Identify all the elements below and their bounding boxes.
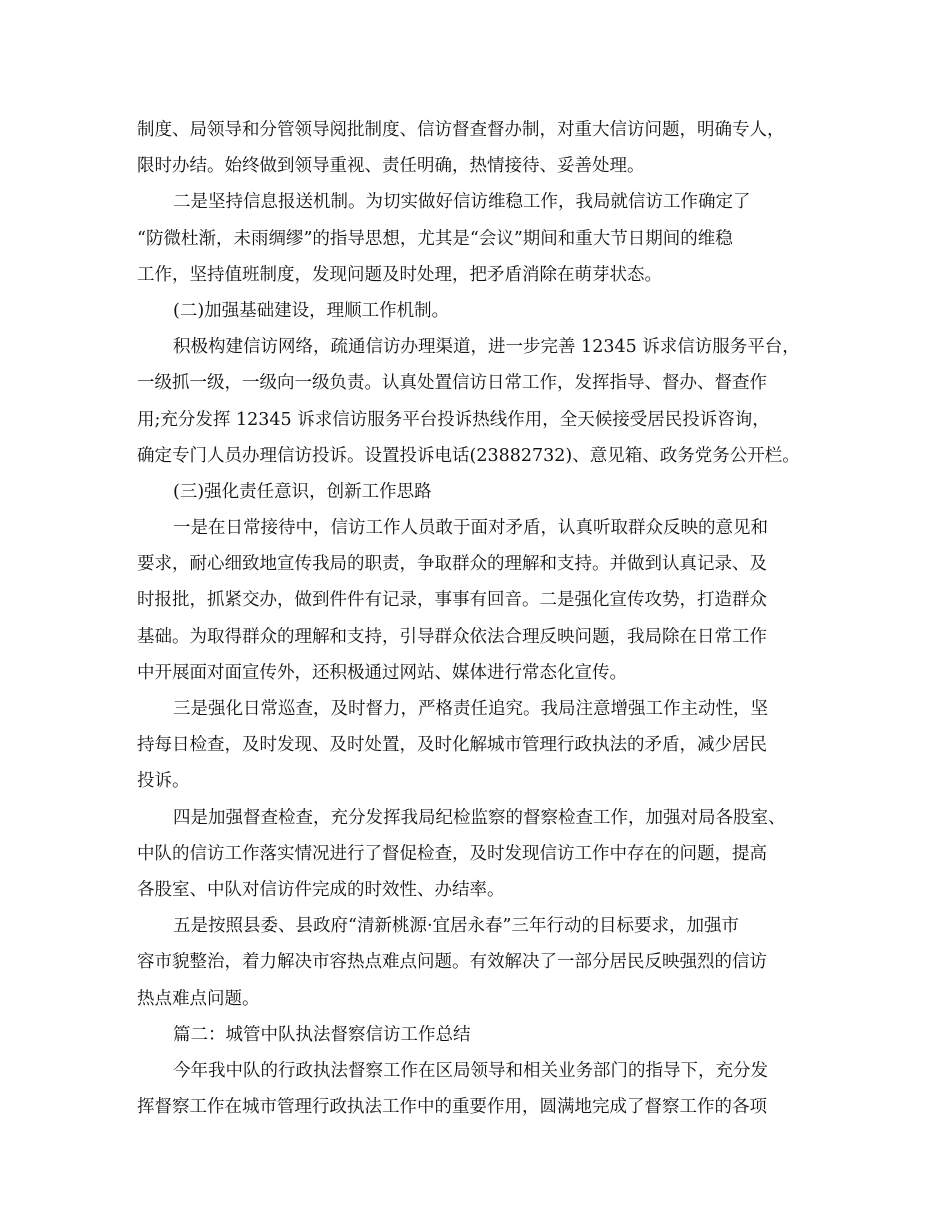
text-line: 容市貌整治，着力解决市容热点难点问题。有效解决了一部分居民反映强烈的信访 (137, 952, 767, 973)
text-line: 中开展面对面宣传外，还积极通过网站、媒体进行常态化宣传。 (137, 662, 627, 683)
paragraph-start: 四是加强督查检查，充分发挥我局纪检监察的督察检查工作，加强对局各股室、 (173, 807, 786, 828)
document-body (137, 112, 827, 1125)
text-line: 工作，坚持值班制度，发现问题及时处理，把矛盾消除在萌芽状态。 (137, 264, 662, 285)
text-line: 持每日检查，及时发现、及时处置，及时化解城市管理行政执法的矛盾，减少居民 (137, 735, 767, 756)
text-line: 用;充分发挥 12345 诉求信访服务平台投诉热线作用，全天候接受居民投诉咨询， (137, 409, 770, 430)
paragraph-start: 积极构建信访网络，疏通信访办理渠道，进一步完善 12345 诉求信访服务平台， (173, 337, 800, 358)
paragraph-start: 五是按照县委、县政府“清新桃源·宜居永春”三年行动的目标要求，加强市 (173, 916, 739, 937)
text-line: 投诉。 (137, 771, 190, 792)
paragraph-start: 今年我中队的行政执法督察工作在区局领导和相关业务部门的指导下，充分发 (173, 1060, 768, 1081)
text-line: 一级抓一级，一级向一级负责。认真处置信访日常工作，发挥指导、督办、督查作 (137, 373, 767, 394)
text-line: 确定专门人员办理信访投诉。设置投诉电话(23882732)、意见箱、政务党务公开栏。 (137, 445, 800, 466)
text-line: 各股室、中队对信访件完成的时效性、办结率。 (137, 879, 505, 900)
text-line: 限时办结。始终做到领导重视、责任明确，热情接待、妥善处理。 (137, 156, 645, 177)
chapter-heading: 篇二：城管中队执法督察信访工作总结 (173, 1024, 471, 1045)
text-line: “防微杜渐，未雨绸缪”的指导思想，尤其是“会议”期间和重大节日期间的维稳 (137, 228, 733, 249)
paragraph-start: 一是在日常接待中，信访工作人员敢于面对矛盾，认真听取群众反映的意见和 (173, 518, 768, 539)
text-line: 要求，耐心细致地宣传我局的职责，争取群众的理解和支持。并做到认真记录、及 (137, 554, 767, 575)
paragraph-start: 三是强化日常巡查，及时督力，严格责任追究。我局注意增强工作主动性，坚 (173, 699, 768, 719)
section-heading: (三)强化责任意识，创新工作思路 (173, 481, 432, 502)
paragraph-start: 二是坚持信息报送机制。为切实做好信访维稳工作，我局就信访工作确定了 (173, 192, 751, 213)
text-line: 热点难点问题。 (137, 988, 260, 1009)
text-line: 挥督察工作在城市管理行政执法工作中的重要作用，圆满地完成了督察工作的各项 (137, 1097, 767, 1118)
section-heading: (二)加强基础建设，理顺工作机制。 (173, 300, 450, 321)
text-line: 制度、局领导和分管领导阅批制度、信访督查督办制，对重大信访问题，明确专人， (137, 120, 785, 140)
text-line: 基础。为取得群众的理解和支持，引导群众依法合理反映问题，我局除在日常工作 (137, 626, 767, 647)
text-line: 中队的信访工作落实情况进行了督促检查，及时发现信访工作中存在的问题，提高 (137, 843, 767, 864)
text-line: 时报批，抓紧交办，做到件件有记录，事事有回音。二是强化宣传攻势，打造群众 (137, 590, 767, 611)
